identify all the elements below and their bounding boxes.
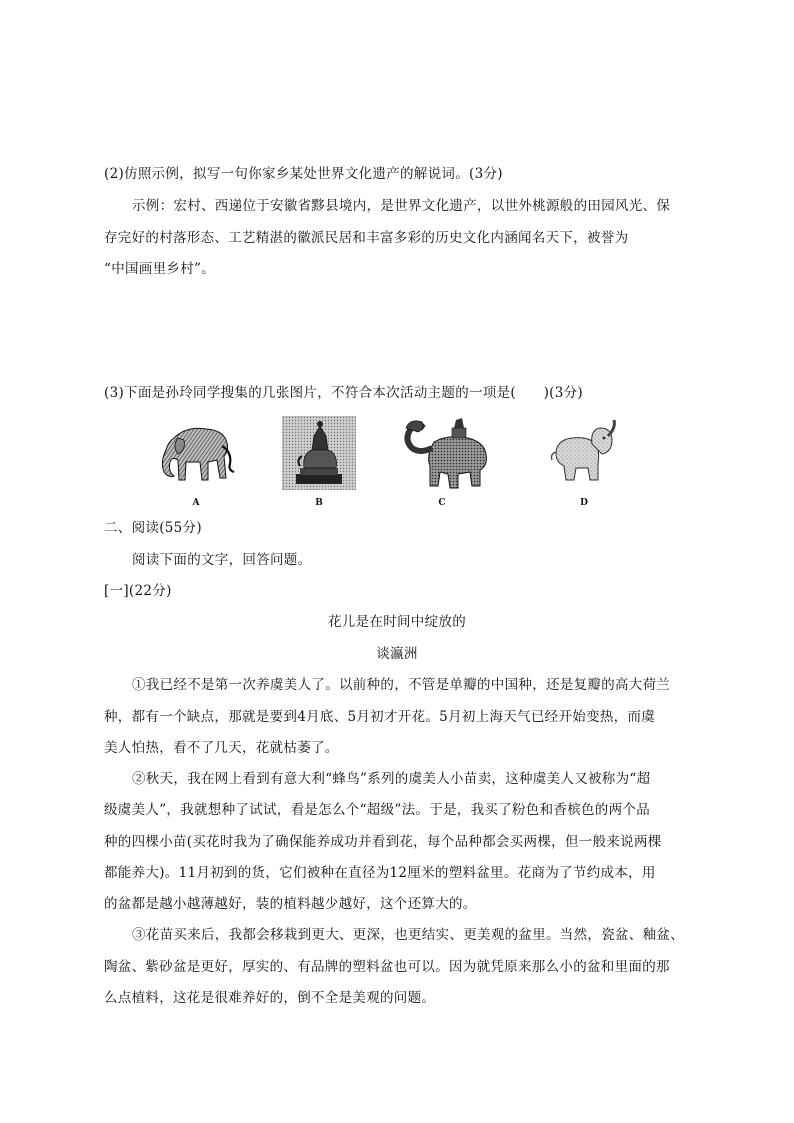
article-line: 级虞美人”，我就想种了试试，看是怎么个“超级”法。于是，我买了粉色和香槟色的两个品 [104,802,651,818]
option-images [150,412,630,516]
option-label-b: B [315,498,323,508]
article-author: 谈瀛洲 [376,646,418,662]
article-line: 都能养大)。11月初到的货，它们被种在直径为12厘米的塑料盆里。花商为了节约成本，用 [104,865,656,881]
q2-stem: (2)仿照示例，拟写一句你家乡某处世界文化遗产的解说词。(3分) [104,166,503,182]
option-label-d: D [580,498,588,508]
q2-example-line-2: 存完好的村落形态、工艺精湛的徽派民居和丰富多彩的历史文化内涵闻名天下，被誉为 [104,230,629,246]
q2-example-line-3: “中国画里乡村”。 [104,261,216,277]
article-line: 陶盆、紫砂盆是更好，厚实的、有品牌的塑料盆也可以。因为就凭原来那么小的盆和里面的那 [104,959,670,975]
article-line: 美人怕热，看不了几天，花就枯萎了。 [104,740,339,756]
q3-stem: (3)下面是孙玲同学搜集的几张图片，不符合本次活动主题的一项是( )(3分) [104,385,583,401]
article-line: 么点植料，这花是很难养好的，倒不全是美观的问题。 [104,990,436,1006]
q2-example-line-1: 示例：宏村、西递位于安徽省黟县境内，是世界文化遗产，以世外桃源般的田园风光、保 [132,198,671,214]
option-label-a: A [192,498,200,508]
part-heading: [一](22分) [104,583,172,599]
elephant-image-a [156,420,236,490]
article-line: ②秋天，我在网上看到有意大利“蜂鸟”系列的虞美人小苗卖，这种虞美人又被称为“超 [132,771,651,787]
option-label-c: C [438,498,446,508]
ornament-image-c [398,414,490,492]
section-heading: 二、阅读(55分) [104,520,202,536]
statue-image-b [282,416,356,490]
article-title: 花儿是在时间中绽放的 [328,614,466,630]
article-line: ①我已经不是第一次养虞美人了。以前种的，不管是单瓣的中国种，还是复瓣的高大荷兰 [132,677,671,693]
reading-instruction: 阅读下面的文字，回答问题。 [132,552,312,568]
article-line: 种，都有一个缺点，那就是要到4月底、5月初才开花。5月初上海天气已经开始变热，而虞 [104,709,656,725]
toy-elephant-image-d [542,418,622,490]
article-line: 种的四棵小苗(买花时我为了确保能养成功并看到花，每个品种都会买两棵，但一般来说两棵 [104,834,662,850]
article-line: ③花苗买来后，我都会移栽到更大、更深，也更结实、更美观的盆里。当然，瓷盆、釉盆、 [132,927,684,943]
article-line: 的盆都是越小越薄越好，装的植料越少越好，这个还算大的。 [104,896,477,912]
